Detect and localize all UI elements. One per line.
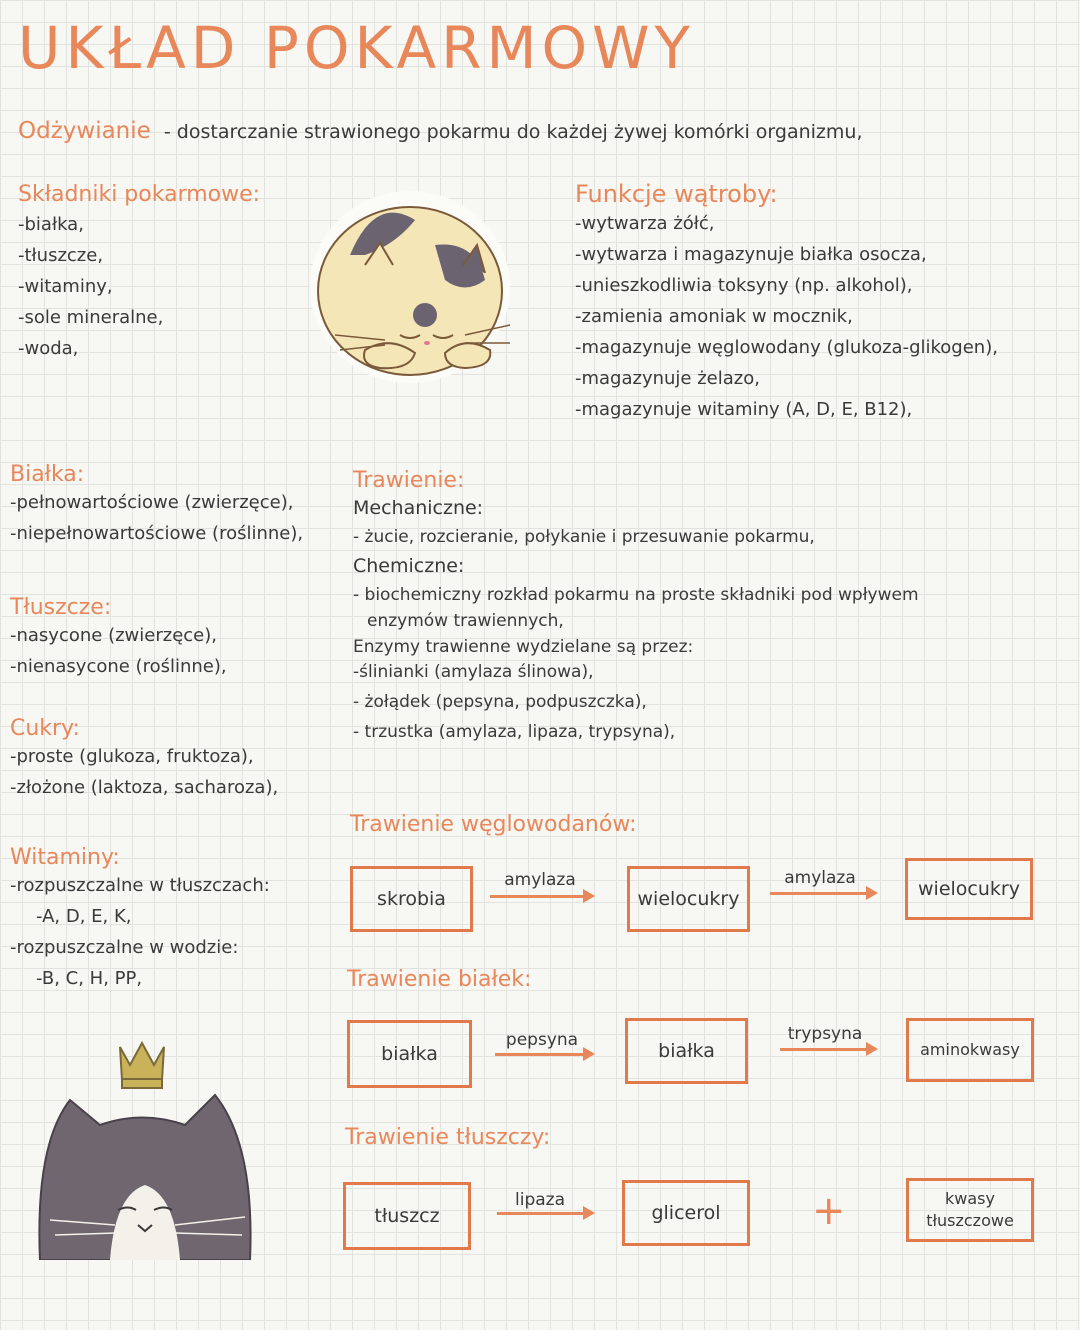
mechaniczne-text: - żucie, rozcieranie, połykanie i przesuwanie pokarmu,: [353, 527, 815, 547]
bialek-arrow-1: [495, 1053, 585, 1056]
bialek-enzyme-2: trypsyna: [787, 1024, 863, 1044]
wegl-box-1: skrobia: [350, 866, 473, 932]
cukry-list: [10, 741, 278, 803]
bialek-enzyme-1: pepsyna: [505, 1030, 579, 1050]
list-item: -witaminy,: [18, 276, 113, 297]
list-item: -unieszkodliwia toksyny (np. alkohol),: [575, 275, 913, 296]
list-item: -sole mineralne,: [18, 307, 164, 328]
odzywianie-term: Odżywianie: [18, 118, 151, 144]
bialka-heading: Białka:: [10, 462, 85, 487]
trawienie-section: [353, 468, 919, 747]
plus-sign: +: [812, 1188, 846, 1234]
list-item: -pełnowartościowe (zwierzęce),: [10, 492, 294, 513]
chemiczne-text-2: enzymów trawiennych,: [367, 611, 564, 631]
watroba-section: [575, 180, 998, 425]
tluszczy-arrow-1: [497, 1212, 585, 1215]
mechaniczne-heading: Mechaniczne:: [353, 497, 484, 519]
skladniki-list: [18, 209, 260, 364]
bialek-arrow-2: [780, 1048, 868, 1051]
tluszcze-heading: Tłuszcze:: [10, 595, 112, 620]
list-item: -rozpuszczalne w wodzie:: [10, 937, 239, 958]
list-item: -niepełnowartościowe (roślinne),: [10, 523, 304, 544]
watroba-list: [575, 208, 998, 425]
bialek-box-2: białka: [625, 1018, 748, 1084]
cukry-heading: Cukry:: [10, 716, 80, 741]
skladniki-heading: Składniki pokarmowe:: [18, 182, 261, 207]
odzywianie-line: [18, 118, 863, 144]
tluszczy-box-1: tłuszcz: [343, 1182, 471, 1250]
list-item: -woda,: [18, 338, 79, 359]
chemiczne-heading: Chemiczne:: [353, 555, 465, 577]
list-item: -nienasycone (roślinne),: [10, 656, 227, 677]
tluszcze-list: [10, 620, 227, 682]
tluszczy-box-2: glicerol: [622, 1180, 750, 1246]
list-item: -ślinianki (amylaza ślinowa),: [353, 662, 594, 682]
list-item: -rozpuszczalne w tłuszczach:: [10, 875, 270, 896]
bialek-box-3: aminokwasy: [906, 1018, 1034, 1082]
list-item: -nasycone (zwierzęce),: [10, 625, 217, 646]
tluszczy-box-3-line-2: tłuszczowe: [926, 1211, 1014, 1230]
trawienie-heading: Trawienie:: [353, 468, 465, 493]
tluszcze-section: [10, 595, 227, 682]
odzywianie-definition: - dostarczanie strawionego pokarmu do każdej żywej komórki organizmu,: [163, 121, 863, 143]
tluszczy-box-3-line-1: kwasy: [945, 1189, 995, 1208]
list-item: -proste (glukoza, fruktoza),: [10, 746, 254, 767]
wegl-arrow-2: [770, 892, 868, 895]
tluszczy-enzyme-1: lipaza: [515, 1190, 565, 1210]
wegl-enzyme-1: amylaza: [504, 870, 576, 890]
wegl-enzyme-2: amylaza: [784, 868, 856, 888]
page-title: UKŁAD POKARMOWY: [18, 14, 695, 82]
list-item: -wytwarza i magazynuje białka osocza,: [575, 244, 927, 265]
list-item: -magazynuje witaminy (A, D, E, B12),: [575, 399, 913, 420]
watroba-heading: Funkcje wątroby:: [575, 180, 778, 208]
list-item: -tłuszcze,: [18, 245, 104, 266]
cat-sticker-crown: [30, 1035, 260, 1264]
wegl-box-3: wielocukry: [905, 858, 1033, 920]
chemiczne-text-1: - biochemiczny rozkład pokarmu na proste składniki pod wpływem: [353, 585, 919, 605]
list-item: -złożone (laktoza, sacharoza),: [10, 777, 279, 798]
bialka-list: [10, 487, 303, 549]
list-item: -wytwarza żółć,: [575, 213, 715, 234]
witaminy-section: [10, 845, 270, 994]
list-item: - żołądek (pepsyna, podpuszczka),: [353, 692, 647, 712]
cukry-section: [10, 716, 278, 803]
bialek-heading: Trawienie białek:: [347, 967, 532, 992]
witaminy-list: [10, 870, 270, 994]
enzymy-heading: Enzymy trawienne wydzielane są przez:: [353, 637, 694, 657]
list-item: -magazynuje żelazo,: [575, 368, 760, 389]
cat-crown-icon: [30, 1035, 260, 1260]
wegl-box-2: wielocukry: [627, 866, 750, 932]
witaminy-heading: Witaminy:: [10, 845, 120, 870]
wegl-heading: Trawienie węglowodanów:: [350, 812, 637, 837]
list-item: - trzustka (amylaza, lipaza, trypsyna),: [353, 722, 676, 742]
tluszczy-heading: Trawienie tłuszczy:: [345, 1125, 551, 1150]
tluszczy-box-3: [906, 1178, 1034, 1242]
cat-sleeping-icon: [305, 185, 515, 385]
skladniki-section: [18, 182, 260, 364]
bialek-box-1: białka: [347, 1020, 472, 1088]
list-item: -białka,: [18, 214, 84, 235]
list-item: -zamienia amoniak w mocznik,: [575, 306, 853, 327]
list-item: -B, C, H, PP,: [36, 968, 143, 989]
wegl-arrow-1: [490, 895, 585, 898]
list-item: -magazynuje węglowodany (glukoza-glikogen),: [575, 337, 998, 358]
bialka-section: [10, 462, 303, 549]
enzymy-list: [353, 657, 919, 747]
cat-sticker-sleeping: [305, 185, 515, 389]
list-item: -A, D, E, K,: [36, 906, 132, 927]
